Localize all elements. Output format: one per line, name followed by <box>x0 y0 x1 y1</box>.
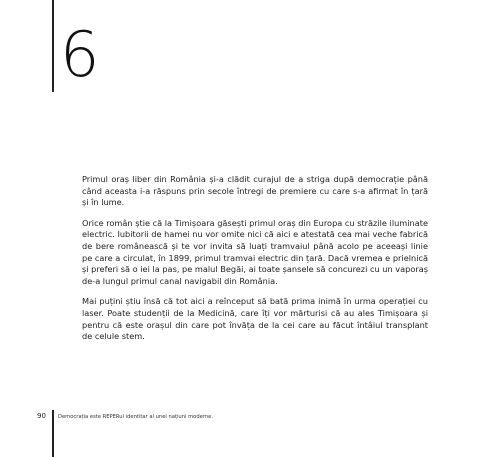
body-text <box>82 174 428 352</box>
footer-vertical-rule <box>52 410 54 457</box>
page-number: 90 <box>37 412 46 420</box>
paragraph-2: Orice român știe că la Timișoara găsești primul oraș din Europa cu străzile iluminate electric. Iubitorii de hamei nu vor omite nici că aici e atestată cea mai veche fabrică de bere românească și te vor invita să luați tramvaiul până acolo pe aceeași linie pe care a circulat, în 1899, primul tramvai electric din țară. Dacă vremea e prielnică și preferi să o iei la pas, pe malul Begăi, ai toate șansele să concurezi cu un vaporaș de-a lungul primul canal navigabil din România. <box>82 217 428 286</box>
page-footer <box>37 412 50 432</box>
chapter-number: 6 <box>60 18 100 91</box>
footer-tagline: Democrația este REPERul identitar al unei națiuni moderne. <box>58 414 213 420</box>
paragraph-3: Mai puțini știu însă că tot aici a reînceput să bată prima inimă în urma operației cu laser. Poate studenții de la Medicină, care îți vor mărturisi că au ales Timișoara și pentru că este orașul din care pot învăța de la cei care au făcut întâiul transplant de celule stem. <box>82 296 428 342</box>
paragraph-1: Primul oraș liber din România și-a clădit curajul de a striga după democrație până când aceasta i-a răspuns prin secole întregi de premiere cu care s-a afirmat în țară și în lume. <box>82 174 428 208</box>
top-vertical-rule <box>52 0 54 92</box>
